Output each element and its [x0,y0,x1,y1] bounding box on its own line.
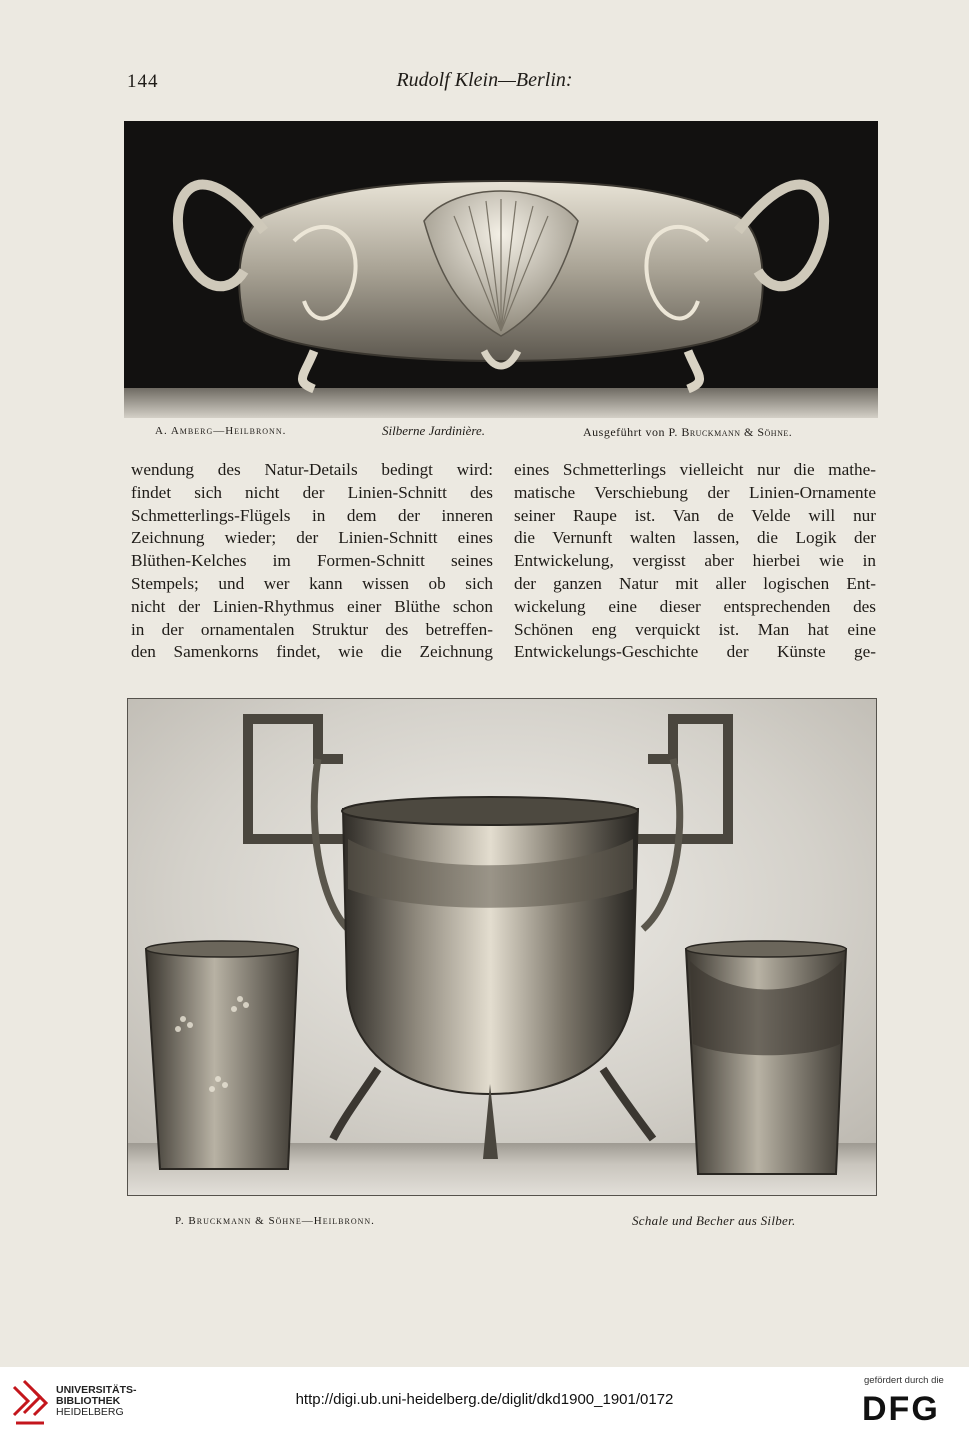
dfg-logo: DFG [862,1390,940,1428]
institution-line: UNIVERSITÄTS- [56,1384,137,1396]
plate1-caption-artist: A. Amberg—Heilbronn. [155,425,287,437]
page-number: 144 [127,71,159,92]
text-line: der ganzen Natur mit aller logischen Ent- [514,573,876,593]
plate1-caption-maker [583,425,792,440]
bowl-and-beakers-photo [127,698,877,1196]
text-line: Schönen eng verquickt ist. Man hat eine [514,619,876,639]
institution-line: BIBLIOTHEK [56,1395,121,1407]
text-line: wickelung eine dieser entsprechenden des [514,596,876,616]
text-line: matische Verschiebung der Linien-Ornamente [514,482,876,502]
text-line: in der ornamentalen Struktur des betreffen- [131,619,493,639]
maker-name: P. Bruckmann & Söhne. [668,425,793,439]
text-column-left [131,459,493,664]
text-line: Schmetterlings-Flügels in dem der inneren [131,505,493,525]
text-line: den Samenkorns findet, wie die Zeichnung [131,642,493,662]
institution-line: HEIDELBERG [56,1406,124,1418]
maker-prefix: Ausgeführt von [583,425,665,439]
text-line: Entwickelung, vergisst aber hierbei wie in [514,551,876,571]
text-line: eines Schmetterlings vielleicht nur die mathe- [514,460,876,479]
plate2-caption-maker: P. Bruckmann & Söhne—Heilbronn. [175,1215,375,1227]
running-title: Rudolf Klein—Berlin: [396,69,573,91]
jardiniere-photo [124,121,878,418]
text-line: Zeichnung wieder; der Linien-Schnitt eines [131,528,493,548]
text-line: seiner Raupe ist. Van de Velde will nur [514,505,876,525]
funded-by-label: gefördert durch die [864,1375,944,1386]
plate1-caption-title: Silberne Jardinière. [382,423,486,438]
text-column-right [514,459,876,664]
plate2-caption-title: Schale und Becher aus Silber. [632,1213,796,1228]
text-line: Entwickelungs-Geschichte der Künste ge- [514,642,876,662]
text-line: findet sich nicht der Linien-Schnitt des [131,482,493,502]
bowl-and-beakers-illustration [128,699,877,1196]
permalink-url[interactable]: http://digi.ub.uni-heidelberg.de/diglit/dkd1900_1901/0172 [295,1391,674,1408]
digitization-footer [0,1367,969,1437]
text-line: die Vernunft walten lassen, die Logik der [514,528,876,548]
text-line: Blüthen-Kelches im Formen-Schnitt seines [131,551,493,571]
jardiniere-illustration [124,121,878,418]
text-line: Stempels; und wer kann wissen ob sich [131,573,493,593]
text-line: nicht der Linien-Rhythmus einer Blüthe schon [131,596,493,616]
text-line: wendung des Natur-Details bedingt wird: [131,460,493,479]
